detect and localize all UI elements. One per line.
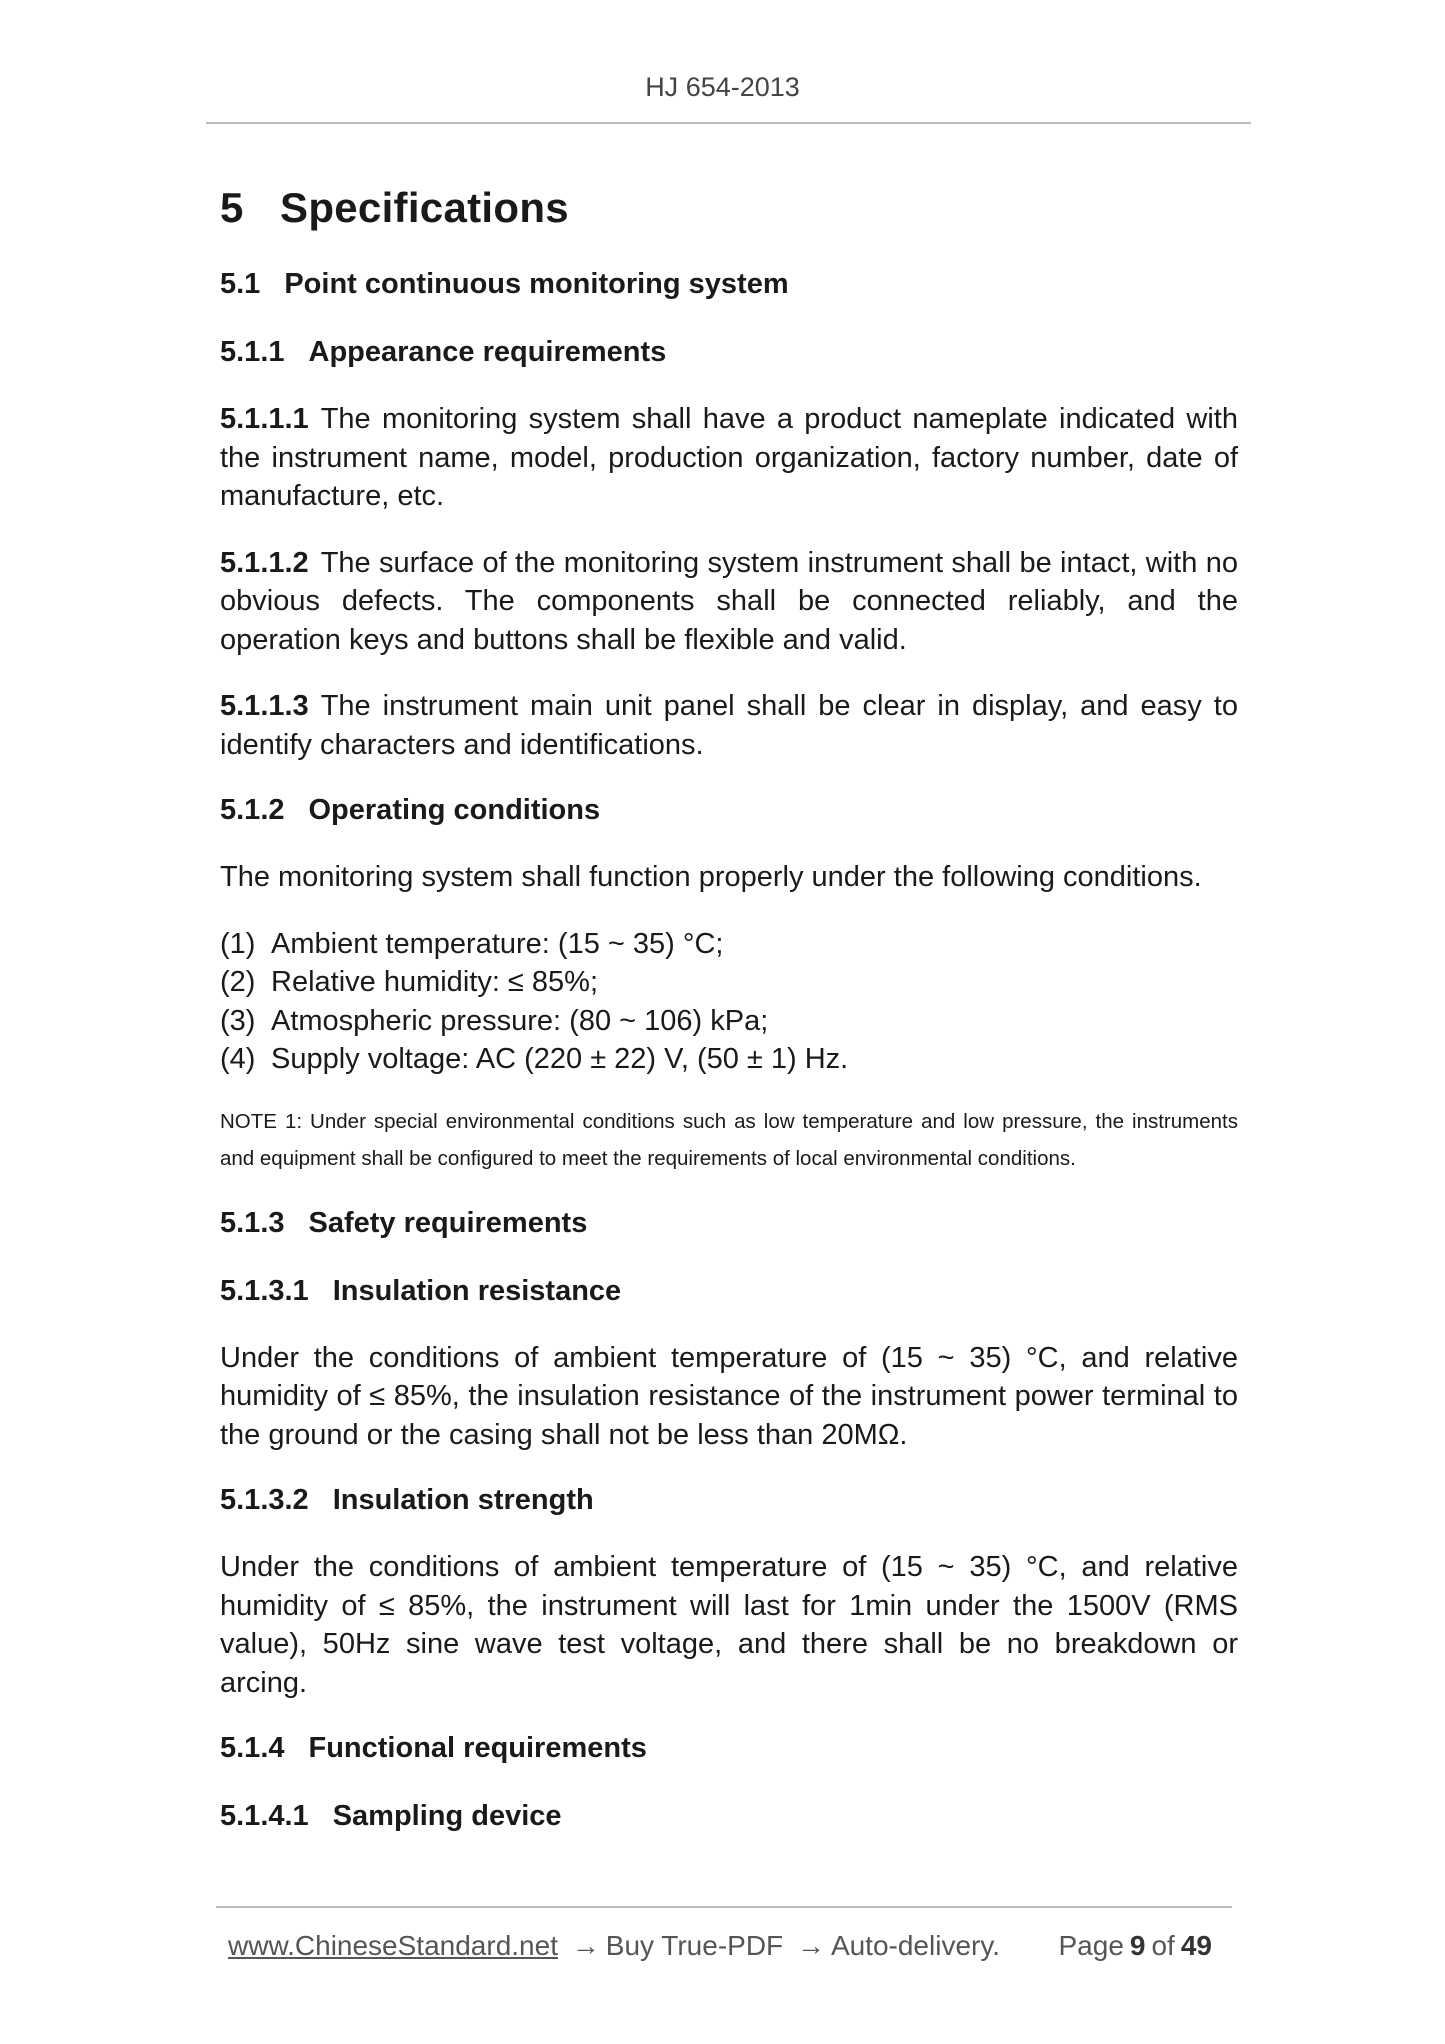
clause-number: 5.1.1.1 [220,403,309,435]
total-pages-number: 49 [1180,1930,1212,1961]
clause-text: The surface of the monitoring system instrument shall be intact, with no obvious defects. The components shall be connected reliably, and the operation keys and buttons shall be flexible and valid. [220,546,1238,656]
list-item [220,1040,1238,1079]
heading-5-1-3-1 [220,1271,1238,1311]
clause-5-1-1-3 [220,687,1238,764]
website-link[interactable]: www.ChineseStandard.net [228,1930,558,1961]
auto-delivery-text: Auto-delivery. [830,1930,1001,1961]
heading-5-1-4 [220,1728,1238,1768]
list-text: Supply voltage: AC (220 ± 22) V, (50 ± 1) Hz. [271,1043,849,1075]
list-text: Ambient temperature: (15 ~ 35) °C; [271,927,724,960]
heading-5-1-2 [220,790,1238,830]
clause-number: 5.1.1.3 [220,690,309,722]
heading-title: Operating conditions [308,794,601,826]
heading-number: 5.1.3 [220,1206,285,1239]
clause-5-1-3-1-text: Under the conditions of ambient temperature of (15 ~ 35) °C, and relative humidity of ≤ 85%, the insulation resistance of the instrument power terminal to the ground or the casing shall not be less than 20MΩ. [220,1341,1238,1451]
heading-5-1-1 [220,332,1238,372]
list-item [220,925,1238,964]
heading-title: Point continuous monitoring system [284,268,789,300]
heading-number: 5.1.4 [220,1732,285,1764]
page-content [220,178,1238,1836]
heading-title: Sampling device [332,1800,562,1832]
heading-number: 5.1.4.1 [220,1800,309,1832]
section-title: Specifications [280,184,569,231]
note-1: NOTE 1: Under special environmental conditions such as low temperature and low pressure, the instruments and equipment shall be configured to meet the requirements of local environmental conditions. [220,1109,1238,1170]
heading-title: Appearance requirements [308,336,667,368]
clause-number: 5.1.1.2 [220,546,309,579]
clause-text: The monitoring system shall have a product nameplate indicated with the instrument name, model, production organization, factory number, date of manufacture, etc. [220,403,1238,512]
heading-5-1-3-2 [220,1480,1238,1520]
buy-true-pdf-text: Buy True-PDF [605,1930,784,1961]
current-page-number: 9 [1129,1930,1146,1961]
operating-conditions-intro: The monitoring system shall function properly under the following conditions. [220,861,1202,893]
of-label: of [1151,1930,1175,1961]
arrow-right-icon: → [796,1930,825,1961]
heading-number: 5.1.2 [220,794,285,826]
clause-5-1-1-1 [220,400,1238,516]
page-indicator [1059,1926,1219,1966]
heading-number: 5.1.3.2 [220,1484,309,1516]
list-marker: (3) [220,1004,256,1037]
list-marker: (2) [220,966,256,998]
conditions-list [220,925,1238,1079]
heading-number: 5.1.1 [220,336,285,368]
heading-title: Insulation strength [332,1484,594,1516]
clause-5-1-3-2-text: Under the conditions of ambient temperature of (15 ~ 35) °C, and relative humidity of ≤ 85%, the instrument will last for 1min under the 1500V (RMS value), 50Hz sine wave test voltage, and there shall be no breakdown or arcing. [220,1551,1238,1699]
list-text: Relative humidity: ≤ 85%; [271,966,599,998]
heading-5-1-3 [220,1203,1238,1243]
list-marker: (4) [220,1043,256,1075]
document-code-header: HJ 654-2013 [645,72,800,102]
list-item [220,1002,1238,1041]
heading-number: 5.1.3.1 [220,1274,309,1307]
page-footer [228,1926,1228,1966]
list-item [220,963,1238,1002]
list-text: Atmospheric pressure: (80 ~ 106) kPa; [271,1004,769,1037]
heading-number: 5.1 [220,268,261,300]
page-label: Page [1058,1930,1124,1961]
heading-5-1 [220,264,1238,304]
section-heading [220,178,1238,238]
heading-title: Insulation resistance [332,1274,622,1307]
heading-title: Safety requirements [308,1206,588,1239]
header-divider [206,122,1251,124]
clause-text: The instrument main unit panel shall be clear in display, and easy to identify characters and identifications. [220,690,1238,761]
section-number: 5 [220,184,244,231]
footer-divider [216,1906,1232,1908]
clause-5-1-1-2 [220,544,1238,660]
heading-title: Functional requirements [308,1732,647,1764]
arrow-right-icon: → [571,1930,600,1961]
list-marker: (1) [220,927,256,960]
heading-5-1-4-1 [220,1796,1238,1836]
